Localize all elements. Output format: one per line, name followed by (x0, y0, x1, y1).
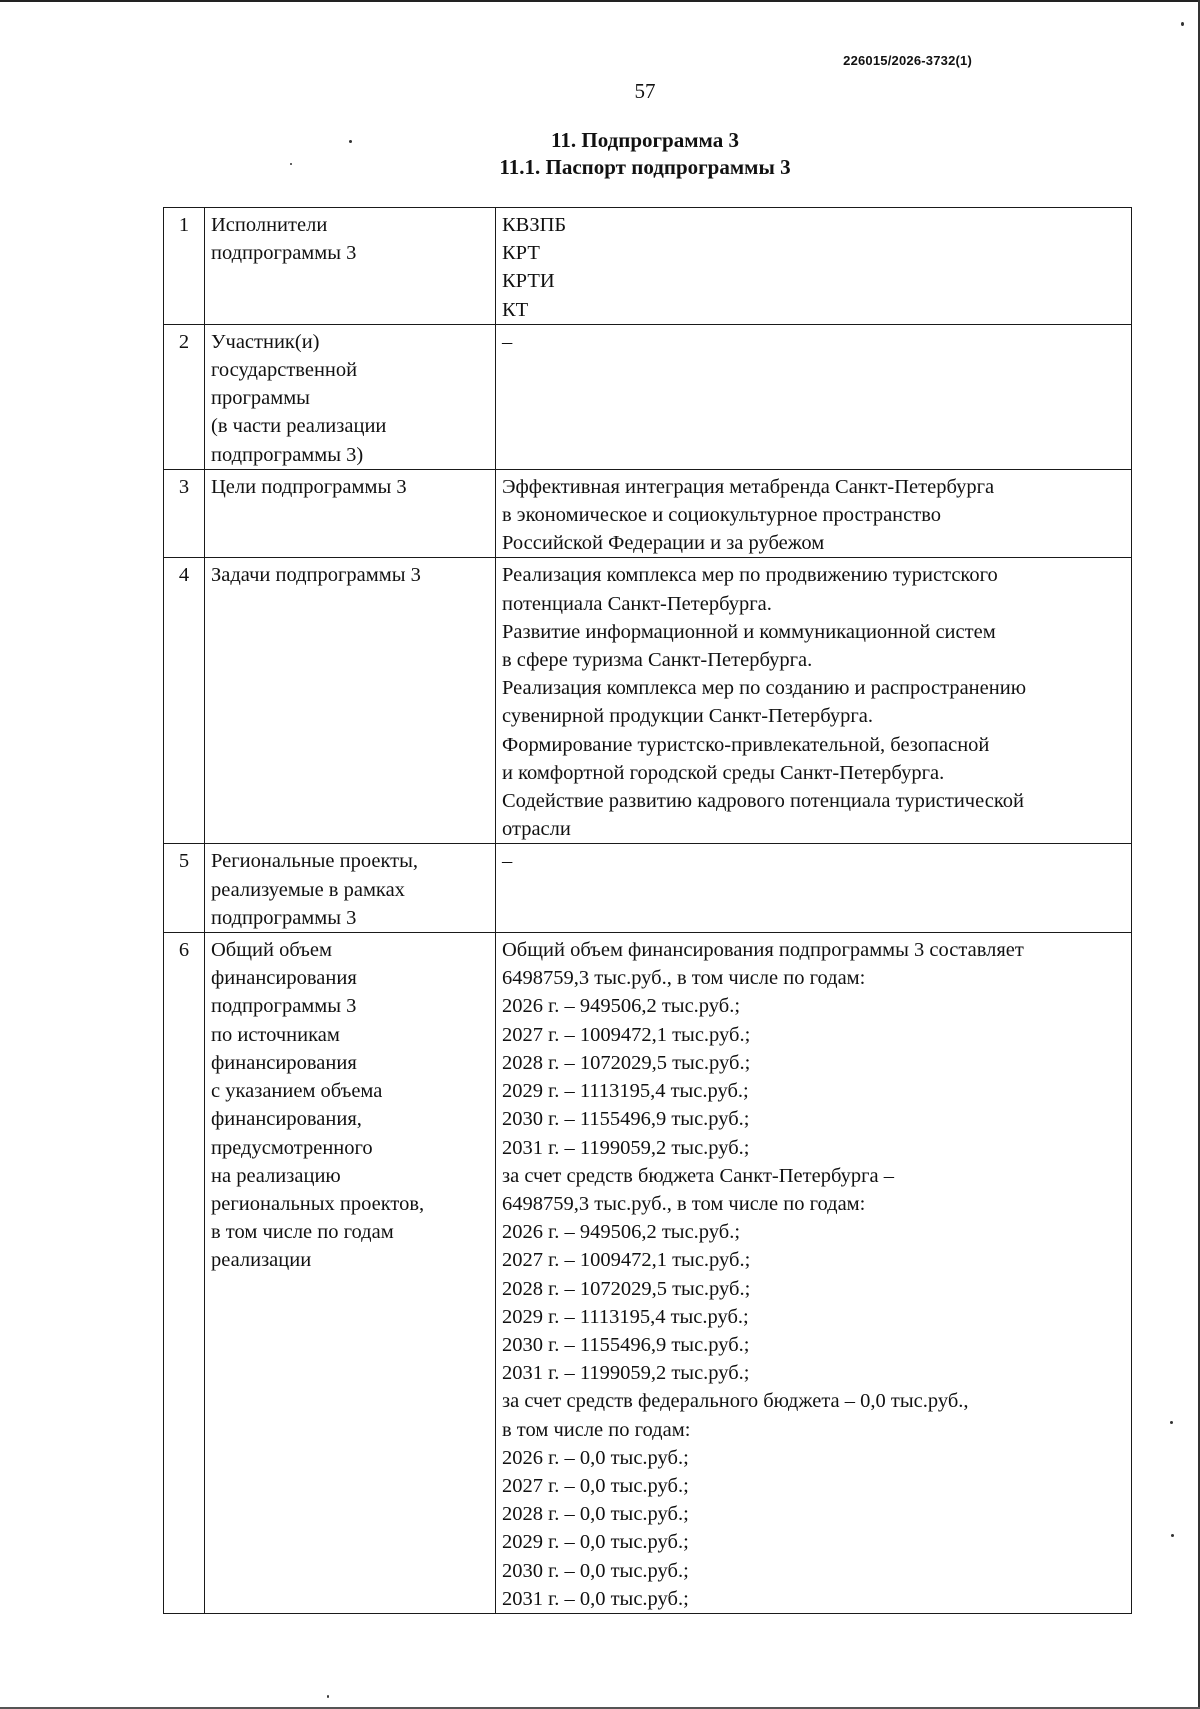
value-line: 2027 г. – 1009472,1 тыс.руб.; (502, 1249, 751, 1272)
value-line: 2027 г. – 0,0 тыс.руб.; (502, 1474, 689, 1497)
row-label (205, 469, 496, 558)
value-line: 2031 г. – 1199059,2 тыс.руб.; (502, 1136, 750, 1159)
value-line: 2029 г. – 1113195,4 тыс.руб.; (502, 1305, 749, 1328)
label-line: в том числе по годам (211, 1221, 394, 1244)
row-label (205, 844, 496, 933)
value-line: Общий объем финансирования подпрограммы 3 составляет (502, 939, 1024, 962)
subsection-title: 11.1. Паспорт подпрограммы 3 (499, 155, 791, 179)
passport-table-body (164, 208, 1132, 1614)
row-number: 2 (164, 324, 205, 469)
document-id: 226015/2026-3732(1) (843, 53, 972, 68)
label-line: реализации (211, 1249, 312, 1272)
page-number: 57 (634, 79, 656, 103)
value-line: КТ (502, 298, 529, 321)
scan-speck (1181, 22, 1184, 26)
label-line: Цели подпрограммы 3 (211, 475, 407, 498)
row-number: 1 (164, 208, 205, 325)
row-label (205, 558, 496, 844)
scan-edge-top (0, 0, 1200, 2)
value-line: 2031 г. – 0,0 тыс.руб.; (502, 1587, 689, 1610)
label-line: государственной (211, 359, 358, 382)
value-line: Российской Федерации и за рубежом (502, 532, 825, 555)
value-line: за счет средств бюджета Санкт-Петербурга – (502, 1164, 894, 1187)
value-line: 2030 г. – 1155496,9 тыс.руб.; (502, 1108, 750, 1131)
value-line: в том числе по годам: (502, 1418, 691, 1441)
label-line: реализуемые в рамках (211, 878, 405, 901)
table-row (164, 208, 1132, 325)
value-line: КРТИ (502, 270, 555, 293)
value-line: 2028 г. – 0,0 тыс.руб.; (502, 1503, 689, 1526)
label-line: подпрограммы 3 (211, 242, 357, 265)
value-line: Содействие развитию кадрового потенциала туристической (502, 790, 1024, 813)
row-value (496, 324, 1132, 469)
label-line: финансирования, (211, 1108, 362, 1131)
label-line: подпрограммы 3 (211, 906, 357, 929)
subprogram-passport-table (163, 207, 1132, 1614)
value-line: 2031 г. – 1199059,2 тыс.руб.; (502, 1362, 750, 1385)
value-line: Реализация комплекса мер по продвижению туристского (502, 564, 998, 587)
label-line: по источникам (211, 1023, 340, 1046)
section-title: 11. Подпрограмма 3 (551, 128, 739, 152)
value-line: 2030 г. – 0,0 тыс.руб.; (502, 1559, 689, 1582)
value-line: сувенирной продукции Санкт-Петербурга. (502, 705, 874, 728)
scan-speck (1171, 1534, 1174, 1537)
row-number: 3 (164, 469, 205, 558)
label-line: подпрограммы 3 (211, 995, 357, 1018)
row-value (496, 844, 1132, 933)
row-label (205, 208, 496, 325)
scan-speck (349, 140, 352, 143)
value-line: – (502, 850, 513, 873)
value-line: 2026 г. – 949506,2 тыс.руб.; (502, 995, 741, 1018)
value-line: – (502, 330, 513, 353)
label-line: Задачи подпрограммы 3 (211, 564, 421, 587)
label-line: Общий объем (211, 939, 332, 962)
table-row (164, 469, 1132, 558)
value-line: 2026 г. – 949506,2 тыс.руб.; (502, 1221, 741, 1244)
table-row (164, 844, 1132, 933)
label-line: региональных проектов, (211, 1192, 425, 1215)
label-line: программы (211, 387, 310, 410)
scan-speck (290, 163, 292, 165)
label-line: подпрограммы 3) (211, 443, 364, 466)
value-line: 2026 г. – 0,0 тыс.руб.; (502, 1446, 689, 1469)
row-number: 4 (164, 558, 205, 844)
value-line: в экономическое и социокультурное пространство (502, 504, 941, 527)
label-line: на реализацию (211, 1164, 341, 1187)
scan-speck (1170, 1421, 1173, 1424)
row-label (205, 324, 496, 469)
value-line: Реализация комплекса мер по созданию и распространению (502, 677, 1027, 700)
value-line: 6498759,3 тыс.руб., в том числе по годам: (502, 967, 866, 990)
value-line: КВЗПБ (502, 214, 567, 236)
value-line: 2028 г. – 1072029,5 тыс.руб.; (502, 1277, 751, 1300)
label-line: финансирования (211, 967, 357, 990)
table-row (164, 324, 1132, 469)
table-row (164, 558, 1132, 844)
value-line: 2029 г. – 1113195,4 тыс.руб.; (502, 1080, 749, 1103)
row-label (205, 933, 496, 1614)
label-line: (в части реализации (211, 415, 387, 438)
page-title (0, 127, 1200, 181)
label-line: Участник(и) (211, 330, 320, 353)
value-line: 6498759,3 тыс.руб., в том числе по годам: (502, 1192, 866, 1215)
value-line: за счет средств федерального бюджета – 0,0 тыс.руб., (502, 1390, 969, 1413)
row-value (496, 558, 1132, 844)
value-line: Эффективная интеграция метабренда Санкт-Петербурга (502, 475, 995, 498)
row-value (496, 933, 1132, 1614)
label-line: Региональные проекты, (211, 850, 419, 873)
row-value (496, 208, 1132, 325)
table-row (164, 933, 1132, 1614)
label-line: с указанием объема (211, 1080, 383, 1103)
value-line: потенциала Санкт-Петербурга. (502, 592, 772, 615)
value-line: 2028 г. – 1072029,5 тыс.руб.; (502, 1051, 751, 1074)
label-line: предусмотренного (211, 1136, 373, 1159)
scan-speck (327, 1695, 329, 1698)
value-line: Формирование туристско-привлекательной, безопасной (502, 733, 990, 756)
label-line: Исполнители (211, 214, 328, 236)
row-number: 6 (164, 933, 205, 1614)
value-line: Развитие информационной и коммуникационной систем (502, 620, 996, 643)
label-line: финансирования (211, 1051, 357, 1074)
value-line: 2027 г. – 1009472,1 тыс.руб.; (502, 1023, 751, 1046)
value-line: отрасли (502, 818, 571, 841)
row-number: 5 (164, 844, 205, 933)
value-line: 2029 г. – 0,0 тыс.руб.; (502, 1531, 689, 1554)
value-line: КРТ (502, 242, 540, 265)
value-line: и комфортной городской среды Санкт-Петербурга. (502, 761, 945, 784)
row-value (496, 469, 1132, 558)
value-line: в сфере туризма Санкт-Петербурга. (502, 649, 813, 672)
value-line: 2030 г. – 1155496,9 тыс.руб.; (502, 1333, 750, 1356)
